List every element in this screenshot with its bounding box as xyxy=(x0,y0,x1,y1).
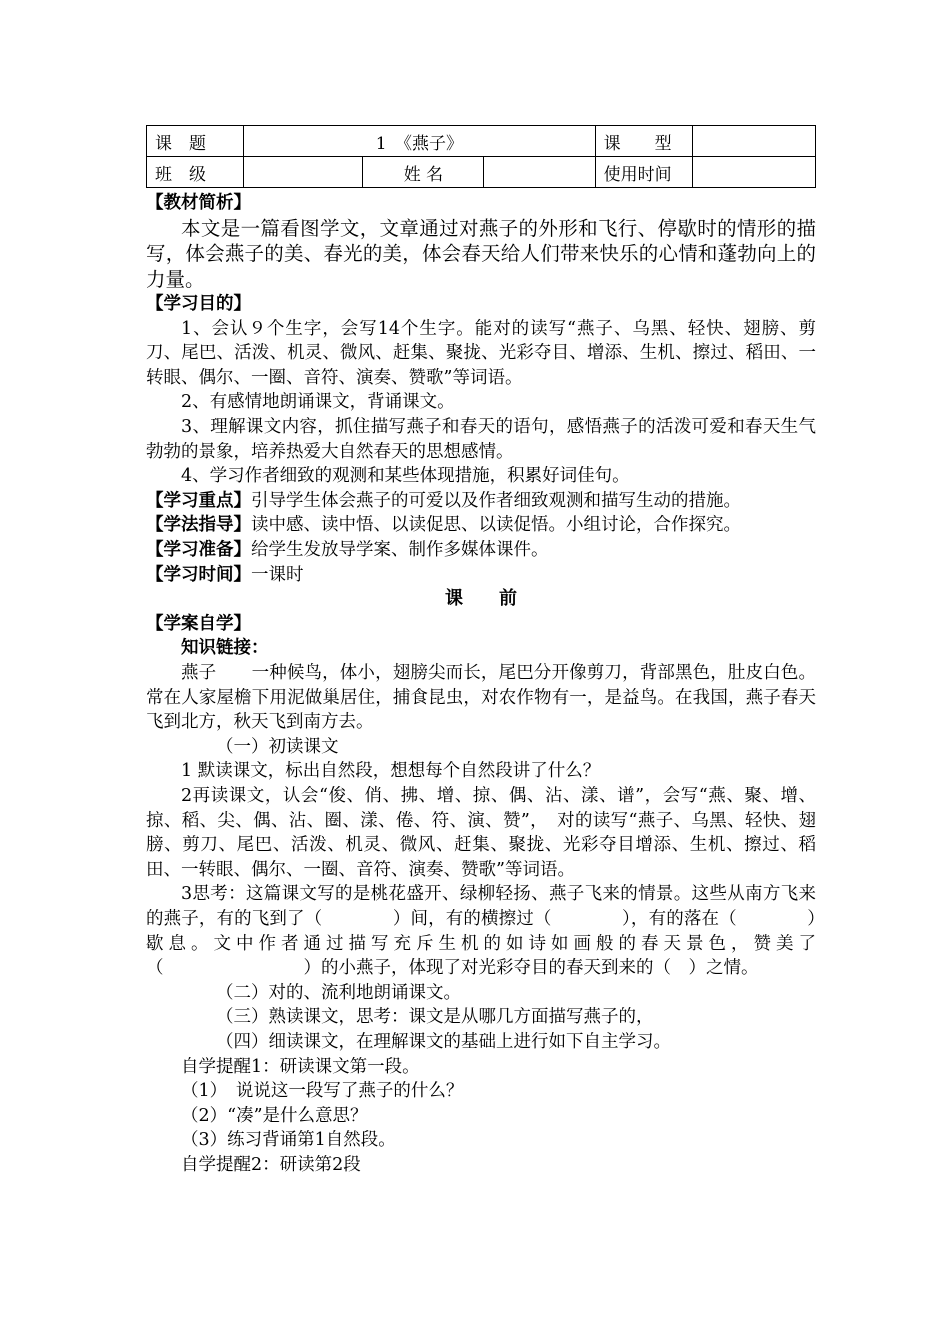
knowledge-link-heading: 知识链接： xyxy=(181,638,269,659)
self-study-heading: 【学案自学】 xyxy=(146,613,251,634)
study-time-heading: 【学习时间】 xyxy=(146,564,251,585)
objective-item-4: 4、学习作者细致的观测和某些体现措施，积累好词佳句。 xyxy=(181,466,630,487)
material-analysis-text: 本文是一篇看图学文，文章通过对燕子的外形和飞行、停歇时的情形的描写，体会燕子的美、春光的美，体会春天给人们带来快乐的心情和蓬勃向上的力量。 xyxy=(146,216,816,291)
preparation-line xyxy=(146,538,816,563)
objective-item-1: 1、会认９个生字，会写14个生字。能对的读写“燕子、乌黑、轻快、翅膀、剪刀、尾巴、活泼、机灵、微风、赶集、聚拢、光彩夺目、增添、生机、擦过、稻田、一转眼、偶尔、一圈、音符、演奏、赞歌”等词语。 xyxy=(146,318,816,388)
method-line xyxy=(146,513,816,538)
study-time-line xyxy=(146,563,816,588)
method-heading: 【学法指导】 xyxy=(146,515,251,536)
topic-value: 1 《燕子》 xyxy=(244,126,596,157)
part-2-heading: （二）对的、流利地朗诵课文。 xyxy=(216,982,461,1003)
part-1-heading: （一）初读课文 xyxy=(216,736,339,757)
class-label: 班 级 xyxy=(147,157,244,188)
question-1: 1 默读课文，标出自然段，想想每个自然段讲了什么？ xyxy=(181,761,601,782)
hint-1-question-2: （2）“凑”是什么意思？ xyxy=(181,1105,368,1126)
worksheet-content xyxy=(146,191,816,1177)
part-4-heading: （四）细读课文，在理解课文的基础上进行如下自主学习。 xyxy=(216,1031,671,1052)
header-row-2 xyxy=(147,157,816,188)
objectives-heading: 【学习目的】 xyxy=(146,294,251,315)
header-row-1 xyxy=(147,126,816,157)
name-label: 姓 名 xyxy=(363,157,484,188)
class-value xyxy=(244,157,363,188)
material-analysis-heading: 【教材简析】 xyxy=(146,193,251,213)
time-value xyxy=(692,157,815,188)
question-2: 2再读课文，认会“俊、俏、拂、增、掠、偶、沾、漾、谱”，会写“燕、聚、增、掠、稻、尖、偶、沾、圈、漾、倦、符、演、赞”， 对的读写“燕子、乌黑、轻快、翅膀、剪刀、尾巴、活泼、机灵、微风、赶集、聚拢、光彩夺目增添、生机、擦过、稻田、一转眼、偶尔、一圈、音符、演奏、赞歌”等词语。 xyxy=(146,785,816,880)
key-points-line xyxy=(146,489,816,514)
question-3: 3思考：这篇课文写的是桃花盛开、绿柳轻扬、燕子飞来的情景。这些从南方飞来的燕子，有的飞到了（ ）间，有的横擦过（ ），有的落在（ ）歇息。文中作者通过描写充斥生机的如诗如画般的春天景色，赞美了（ ）的小燕子，体现了对光彩夺目的春天到来的（ ）之情。 xyxy=(146,884,816,979)
header-table xyxy=(146,125,816,188)
hint-1-question-3: （3）练习背诵第1自然段。 xyxy=(181,1130,396,1151)
time-label: 使用时间 xyxy=(595,157,692,188)
type-label: 课 型 xyxy=(595,126,692,157)
hint-1: 自学提醒1：研读课文第一段。 xyxy=(181,1056,420,1077)
study-time-text: 一课时 xyxy=(251,564,304,585)
swallow-definition: 燕子 一种候鸟，体小，翅膀尖而长，尾巴分开像剪刀，背部黑色，肚皮白色。常在人家屋檐下用泥做巢居住，捕食昆虫，对农作物有一，是益鸟。在我国，燕子春天飞到北方，秋天飞到南方去。 xyxy=(146,663,816,733)
name-value xyxy=(484,157,595,188)
objective-item-3: 3、理解课文内容，抓住描写燕子和春天的语句，感悟燕子的活泼可爱和春天生气勃勃的景象，培养热爱大自然春天的思想感情。 xyxy=(146,417,816,462)
key-points-heading: 【学习重点】 xyxy=(146,490,251,511)
method-text: 读中感、读中悟、以读促思、以读促悟。小组讨论，合作探究。 xyxy=(251,515,741,536)
objective-item-2: 2、有感情地朗诵课文，背诵课文。 xyxy=(181,392,455,413)
type-value xyxy=(692,126,815,157)
hint-2: 自学提醒2：研读第2段 xyxy=(181,1154,361,1175)
section-title: 课 前 xyxy=(445,588,517,610)
preparation-heading: 【学习准备】 xyxy=(146,540,251,561)
hint-1-question-1: （1） 说说这一段写了燕子的什么？ xyxy=(181,1081,464,1102)
preparation-text: 给学生发放导学案、制作多媒体课件。 xyxy=(251,540,549,561)
topic-label: 课 题 xyxy=(147,126,244,157)
part-3-heading: （三）熟读课文，思考：课文是从哪几方面描写燕子的， xyxy=(216,1007,654,1028)
key-points-text: 引导学生体会燕子的可爱以及作者细致观测和描写生动的措施。 xyxy=(251,490,741,511)
